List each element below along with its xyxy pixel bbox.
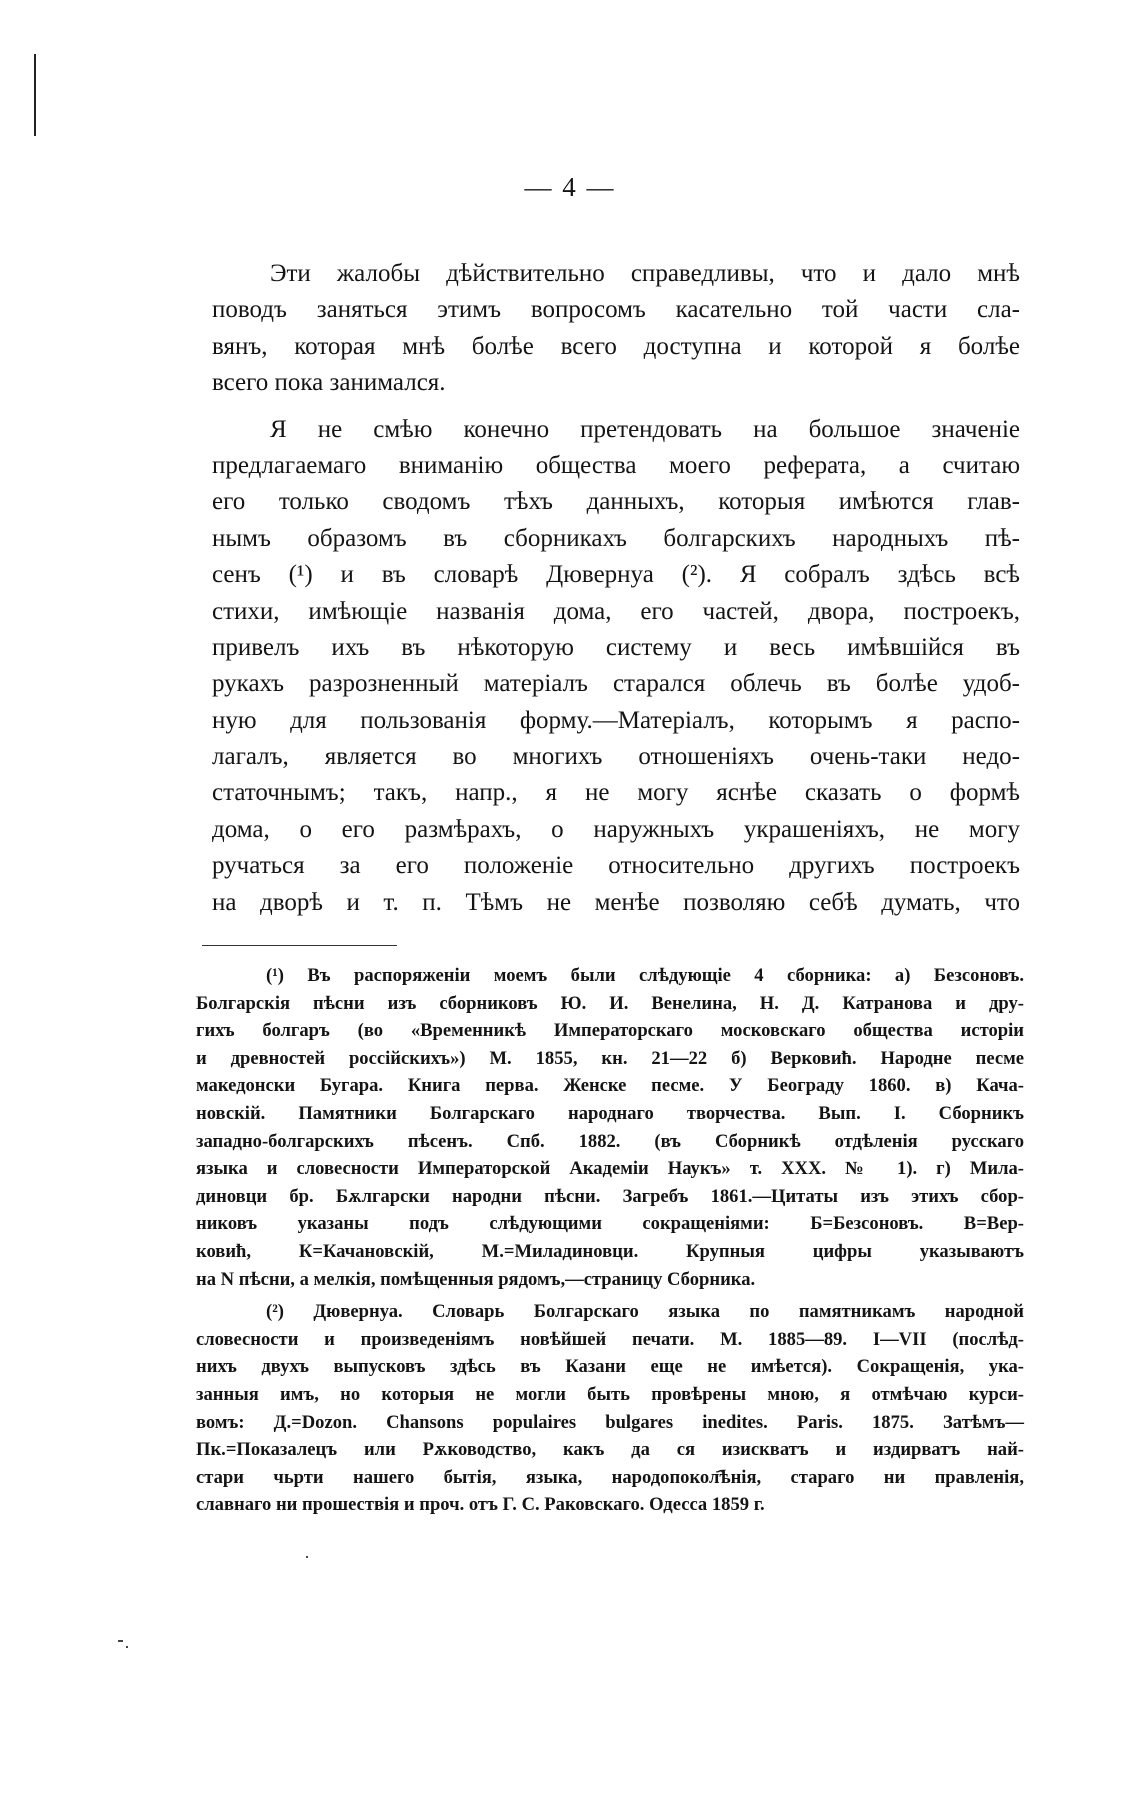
footnote-line: занныя имъ, но которыя не могли быть провѣрены мною, я отмѣчаю курси- [196, 1383, 1024, 1405]
paragraph [212, 412, 1020, 921]
footnote-line: гихъ болгаръ (во «Временникѣ Императорскаго московскаго общества исторіи [196, 1020, 1024, 1042]
text-line: дома, о его размѣрахъ, о наружныхъ украшеніяхъ, не могу [212, 815, 1020, 843]
text-line: его только сводомъ тѣхъ данныхъ, которыя имѣются глав- [212, 488, 1020, 516]
text-line: статочнымъ; такъ, напр., я не могу яснѣе сказать о формѣ [212, 779, 1020, 807]
footnote-line: македонски Бугара. Книга перва. Женске песме. У Београду 1860. в) Кача- [196, 1075, 1024, 1097]
text-line: сенъ (¹) и въ словарѣ Дювернуа (²). Я собралъ здѣсь всѣ [212, 561, 1020, 589]
footnote-line: стари чьрти нашего бытія, языка, народопокол҄ѣнія, стараго ни правленія, [196, 1466, 1024, 1488]
footnote-line: Болгарскія пѣсни изъ сборниковъ Ю. И. Венелина, Н. Д. Катранова и дру- [196, 992, 1024, 1014]
text-line: вянъ, которая мнѣ болѣе всего доступна и которой я болѣе [212, 332, 1020, 360]
footnote-line: Пк.=Показалецъ или Рѫководство, какъ да ся изискватъ и издирватъ най- [196, 1439, 1024, 1461]
text-line: всего пока занимался. [212, 369, 446, 397]
scan-speck [306, 1556, 308, 1558]
footnote-line: нихъ двухъ выпусковъ здѣсь въ Казани еще не имѣется). Сокращенія, ука- [196, 1356, 1024, 1378]
footnote-line: ковић, К=Качановскій, М.=Миладиновци. Крупныя цифры указываютъ [196, 1240, 1024, 1262]
text-line: привелъ ихъ въ нѣкоторую систему и весь имѣвшійся въ [212, 633, 1020, 661]
footnote-line: диновци бр. Бѫлгарски народни пѣсни. Загребъ 1861.—Цитаты изъ этихъ сбор- [196, 1185, 1024, 1207]
text-line: предлагаемаго вниманію общества моего реферата, а считаю [212, 451, 1020, 479]
footnote-line: языка и словесности Императорской Академіи Наукъ» т. XXX. № 1). г) Мила- [196, 1158, 1024, 1180]
footnote-line: никовъ указаны подъ слѣдующими сокращеніями: Б=Безсоновъ. В=Вер- [196, 1213, 1024, 1235]
text-line: нымъ образомъ въ сборникахъ болгарскихъ народныхъ пѣ- [212, 524, 1020, 552]
text-line: ную для пользованія форму.—Матеріалъ, которымъ я распо- [212, 706, 1020, 734]
footnote-line: (¹) Въ распоряженіи моемъ были слѣдующіе 4 сборника: а) Безсоновъ. [266, 965, 1024, 986]
footnote-line: западно-болгарскихъ пѣсенъ. Спб. 1882. (въ Сборникѣ отдѣленія русскаго [196, 1130, 1024, 1152]
footnote-2 [196, 1298, 1024, 1519]
page-number: — 4 — [524, 172, 616, 202]
text-line: стихи, имѣющіе названія дома, его частей, двора, построекъ, [212, 597, 1020, 625]
footnote-line: славнаго ни прошествія и проч. отъ Г. С. Раковскаго. Одесса 1859 г. [196, 1494, 765, 1516]
text-line: Я не смѣю конечно претендовать на большое значеніе [270, 415, 1020, 443]
margin-rule [34, 54, 36, 136]
text-line: лагалъ, является во многихъ отношеніяхъ очень-таки недо- [212, 743, 1020, 771]
footnote-line: и древностей россійскихъ») М. 1855, кн. 21—22 б) Верковић. Народне песме [196, 1047, 1024, 1069]
text-line: на дворѣ и т. п. Тѣмъ не менѣе позволяю себѣ думать, что [212, 888, 1020, 916]
scan-speck [118, 1640, 123, 1642]
footnote-line: словесности и произведеніямъ новѣйшей печати. М. 1885—89. I—VII (послѣд- [196, 1328, 1024, 1350]
footnotes [196, 962, 1024, 1519]
footnote-1 [196, 962, 1024, 1293]
paragraph [212, 256, 1020, 402]
footnote-divider [202, 945, 397, 946]
text-line: поводъ заняться этимъ вопросомъ касательно той части сла- [212, 296, 1020, 324]
scan-speck [126, 1646, 128, 1648]
footnote-line: на N пѣсни, а мелкія, помѣщенныя рядомъ,—страницу Сборника. [196, 1268, 756, 1290]
text-line: рукахъ разрозненный матеріалъ старался облечь въ болѣе удоб- [212, 670, 1020, 698]
text-line: ручаться за его положеніе относительно другихъ построекъ [212, 852, 1020, 880]
text-line: Эти жалобы дѣйствительно справедливы, что и дало мнѣ [270, 260, 1020, 287]
footnote-line: (²) Дювернуа. Словарь Болгарскаго языка по памятникамъ народной [266, 1301, 1024, 1323]
body-text [212, 256, 1020, 921]
footnote-line: вомъ: Д.=Dozon. Chansons populaires bulgares inedites. Paris. 1875. Затѣмъ— [196, 1411, 1024, 1433]
footnote-line: новскій. Памятники Болгарскаго народнаго творчества. Вып. I. Сборникъ [196, 1102, 1024, 1124]
